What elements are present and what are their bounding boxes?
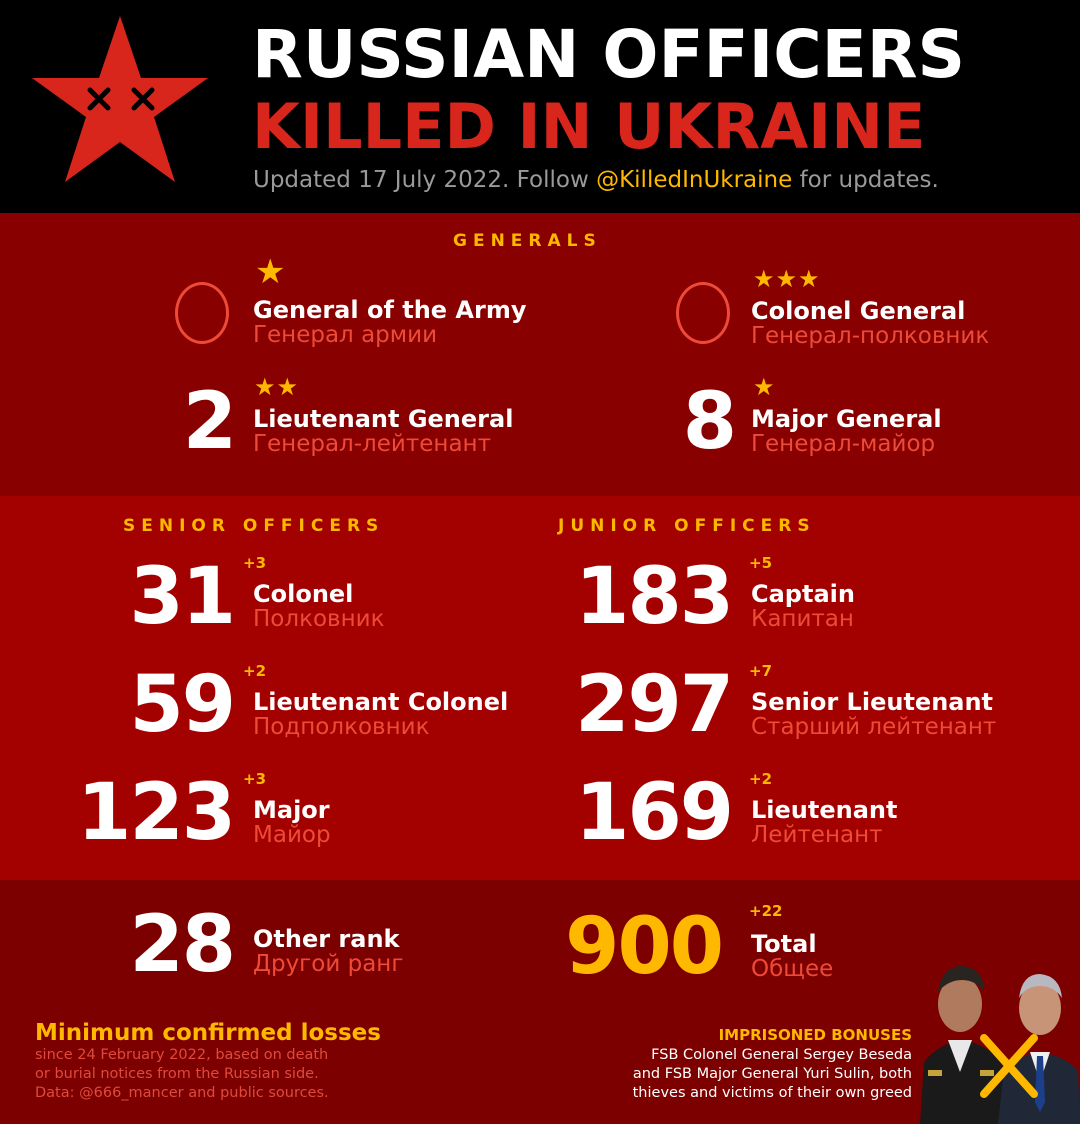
- label-total-ru: Общее: [751, 956, 834, 982]
- zero-count-colonel-general: [676, 282, 730, 344]
- rank-lieutenant-general-ru: Генерал-лейтенант: [253, 431, 491, 457]
- count-lieutenant: 169: [575, 768, 732, 858]
- rank-lieutenant-colonel: Lieutenant Colonel: [253, 688, 509, 716]
- rank-captain: Captain: [751, 580, 855, 608]
- one-star-icon: ★: [753, 373, 776, 401]
- imprisoned-line-1: FSB Colonel General Sergey Beseda: [651, 1047, 912, 1063]
- rank-major-ru: Майор: [253, 822, 331, 848]
- person-2-figure: [998, 974, 1080, 1124]
- rank-senior-lieutenant: Senior Lieutenant: [751, 688, 994, 716]
- header: [0, 0, 1080, 213]
- rank-lieutenant-general: Lieutenant General: [253, 405, 514, 433]
- officers-section: [0, 496, 1080, 880]
- rank-captain-ru: Капитан: [751, 606, 854, 632]
- count-captain: 183: [575, 552, 732, 642]
- rank-major-general-ru: Генерал-майор: [751, 431, 936, 457]
- rank-major-general: Major General: [751, 405, 942, 433]
- delta-major: +3: [243, 770, 267, 788]
- rank-colonel-ru: Полковник: [253, 606, 385, 632]
- update-suffix: for updates.: [792, 167, 939, 193]
- count-colonel: 31: [129, 552, 234, 642]
- label-total: Total: [751, 930, 817, 958]
- count-lieutenant-general: 2: [182, 377, 235, 467]
- senior-officers-label: SENIOR OFFICERS: [123, 516, 385, 536]
- update-prefix: Updated 17 July 2022. Follow: [253, 167, 597, 193]
- imprisoned-generals-photo: [918, 952, 1080, 1124]
- imprisoned-line-2: and FSB Major General Yuri Sulin, both: [632, 1066, 912, 1082]
- minimum-losses-title: Minimum confirmed losses: [35, 1020, 381, 1046]
- rank-other-ru: Другой ранг: [253, 951, 404, 977]
- rank-senior-lieutenant-ru: Старший лейтенант: [751, 714, 997, 740]
- count-major-general: 8: [682, 377, 735, 467]
- minimum-losses-line-1: since 24 February 2022, based on death: [35, 1047, 329, 1063]
- delta-lieutenant-colonel: +2: [243, 662, 267, 680]
- title-line-1: RUSSIAN OFFICERS: [252, 16, 966, 93]
- minimum-losses-line-3: Data: @666_mancer and public sources.: [35, 1085, 329, 1101]
- update-note: [253, 167, 939, 195]
- count-other-rank: 28: [129, 900, 234, 990]
- title-line-2: KILLED IN UKRAINE: [252, 90, 926, 163]
- rank-colonel-general-ru: Генерал-полковник: [751, 323, 990, 349]
- red-star-with-x-eyes-icon: [30, 14, 210, 186]
- delta-total: +22: [749, 902, 783, 920]
- rank-other: Other rank: [253, 925, 400, 953]
- star-icon: ★: [255, 252, 287, 292]
- imprisoned-title: IMPRISONED BONUSES: [718, 1026, 912, 1044]
- three-stars-icon: ★★★: [753, 265, 821, 293]
- junior-officers-label: JUNIOR OFFICERS: [558, 516, 816, 536]
- rank-lieutenant: Lieutenant: [751, 796, 898, 824]
- count-lieutenant-colonel: 59: [129, 660, 234, 750]
- generals-section: [0, 213, 1080, 496]
- delta-captain: +5: [749, 554, 773, 572]
- imprisoned-line-3: thieves and victims of their own greed: [632, 1085, 912, 1101]
- minimum-losses-line-2: or burial notices from the Russian side.: [35, 1066, 319, 1082]
- twitter-handle: @KilledInUkraine: [596, 167, 793, 193]
- count-major: 123: [77, 768, 234, 858]
- rank-lieutenant-ru: Лейтенант: [751, 822, 883, 848]
- rank-lieutenant-colonel-ru: Подполковник: [253, 714, 430, 740]
- rank-major: Major: [253, 796, 330, 824]
- delta-lieutenant: +2: [749, 770, 773, 788]
- count-senior-lieutenant: 297: [575, 660, 732, 750]
- count-total: 900: [565, 902, 722, 992]
- rank-colonel: Colonel: [253, 580, 354, 608]
- rank-general-of-army-ru: Генерал армии: [253, 322, 438, 348]
- delta-senior-lieutenant: +7: [749, 662, 773, 680]
- zero-count-general-of-army: [175, 282, 229, 344]
- delta-colonel: +3: [243, 554, 267, 572]
- rank-general-of-army: General of the Army: [253, 296, 527, 324]
- rank-colonel-general: Colonel General: [751, 297, 966, 325]
- two-stars-icon: ★★: [254, 373, 300, 401]
- generals-label: GENERALS: [453, 231, 602, 251]
